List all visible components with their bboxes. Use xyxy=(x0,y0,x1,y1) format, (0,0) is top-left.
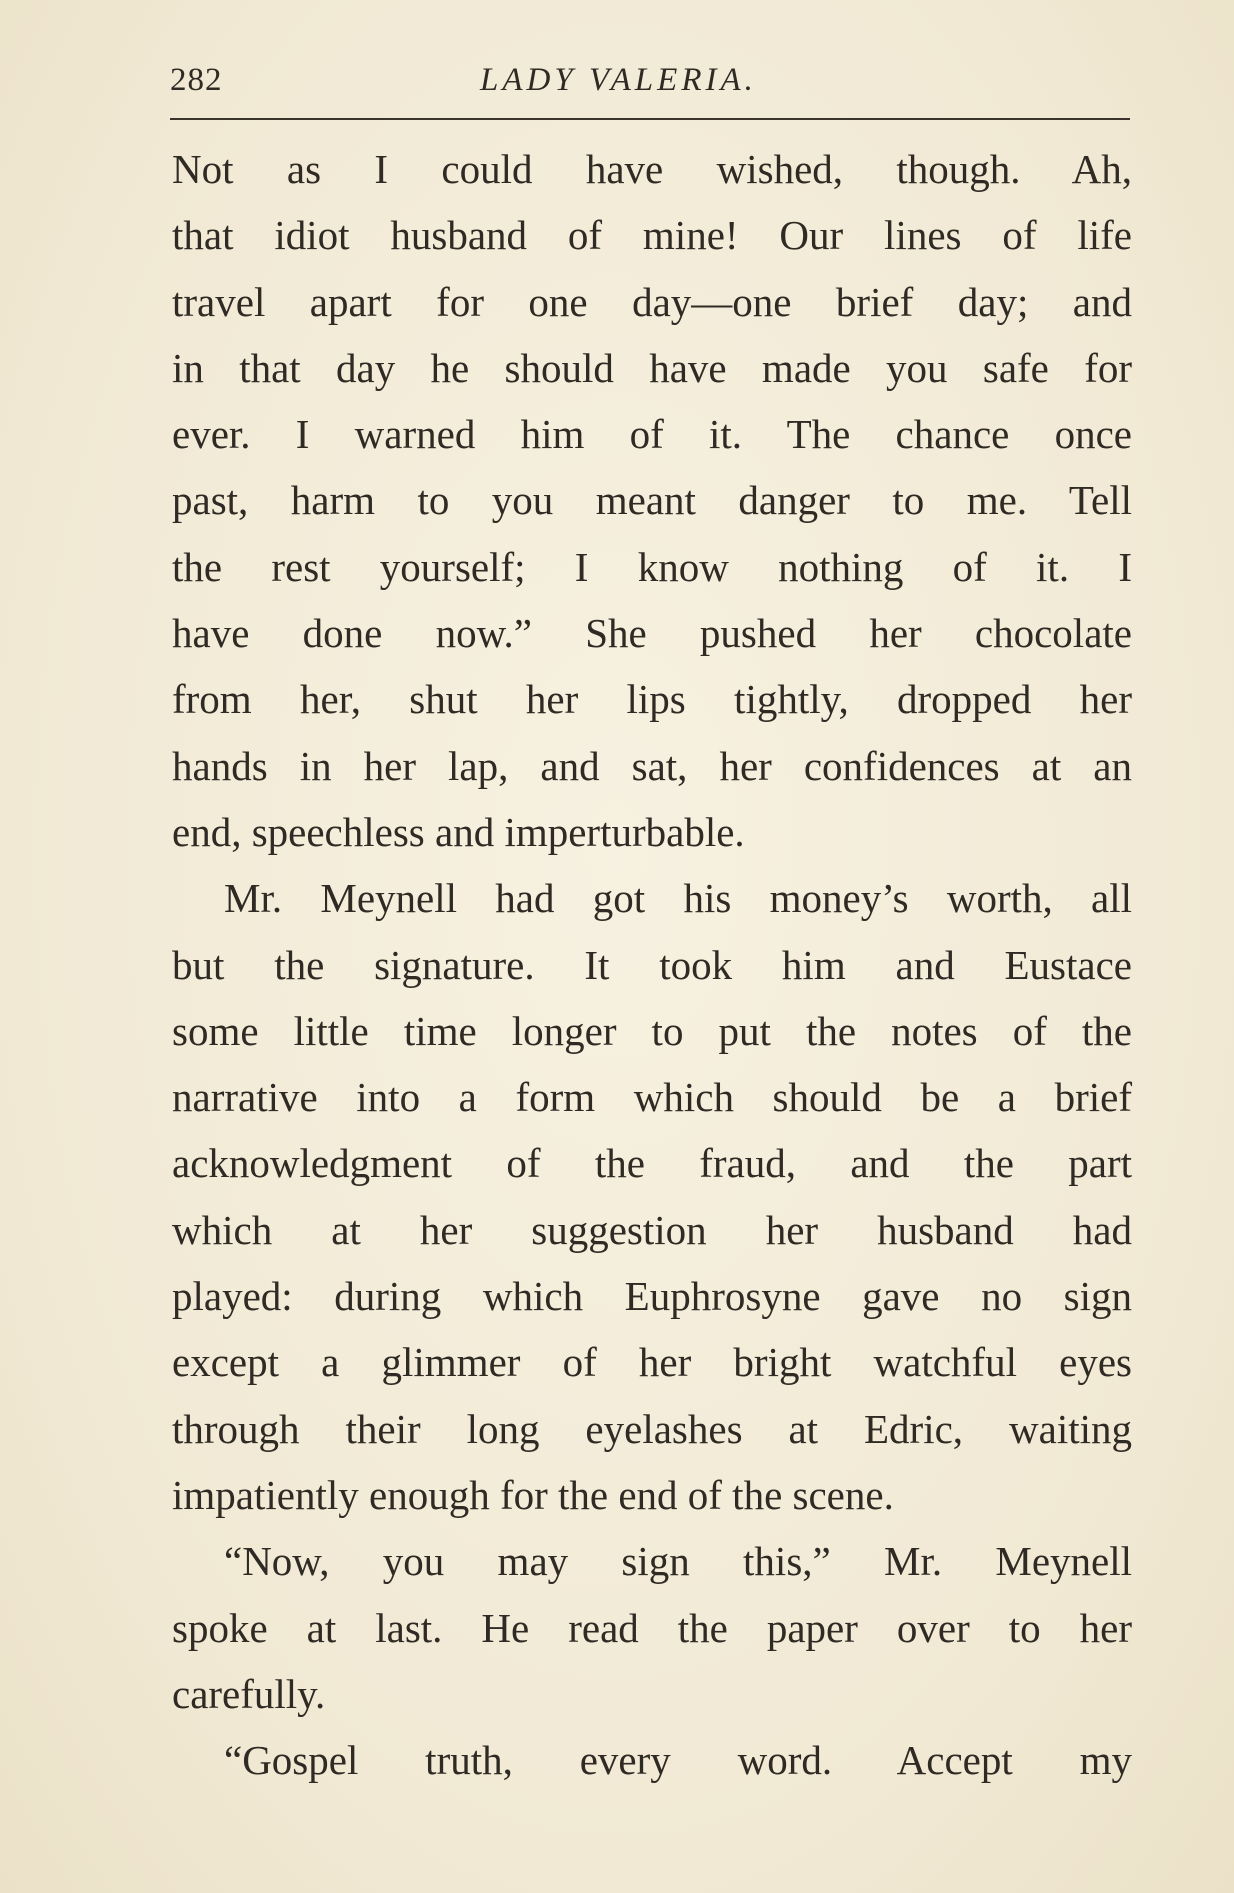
text-line: which at her suggestion her husband had xyxy=(172,1206,1132,1253)
text-line: except a glimmer of her bright watchful eyes xyxy=(172,1339,1132,1386)
text-line: the rest yourself; I know nothing of it. I xyxy=(172,543,1132,590)
page-header xyxy=(170,56,1130,106)
text-line: in that day he should have made you safe for xyxy=(172,344,1132,391)
text-line: narrative into a form which should be a brief xyxy=(172,1074,1132,1121)
text-line: spoke at last. He read the paper over to her xyxy=(172,1604,1132,1651)
text-line: “Gospel truth, every word. Accept my xyxy=(224,1737,1132,1784)
text-line: that idiot husband of mine! Our lines of life xyxy=(172,212,1132,259)
text-line: end, speechless and imperturbable. xyxy=(172,808,745,855)
page-number: 282 xyxy=(170,62,223,98)
text-line: impatiently enough for the end of the scene. xyxy=(172,1471,894,1518)
text-line: travel apart for one day—one brief day; and xyxy=(172,278,1132,325)
text-line: past, harm to you meant danger to me. Tell xyxy=(172,477,1132,524)
text-line: from her, shut her lips tightly, dropped her xyxy=(172,676,1132,723)
text-line: played: during which Euphrosyne gave no sign xyxy=(172,1273,1132,1320)
text-line: Mr. Meynell had got his money’s worth, all xyxy=(224,875,1132,922)
text-line: hands in her lap, and sat, her confidences at an xyxy=(172,742,1132,789)
text-line: acknowledgment of the fraud, and the part xyxy=(172,1140,1132,1187)
running-title: LADY VALERIA. xyxy=(480,62,757,98)
body-text xyxy=(172,136,1132,1793)
text-line: have done now.” She pushed her chocolate xyxy=(172,610,1132,657)
text-line: Not as I could have wished, though. Ah, xyxy=(172,146,1132,192)
text-line: through their long eyelashes at Edric, waiting xyxy=(172,1405,1132,1452)
text-line: carefully. xyxy=(172,1670,326,1717)
text-line: some little time longer to put the notes of the xyxy=(172,1007,1132,1054)
header-rule xyxy=(170,118,1130,120)
text-line: ever. I warned him of it. The chance once xyxy=(172,411,1132,458)
text-line: “Now, you may sign this,” Mr. Meynell xyxy=(224,1538,1132,1585)
text-line: but the signature. It took him and Eustace xyxy=(172,941,1132,988)
